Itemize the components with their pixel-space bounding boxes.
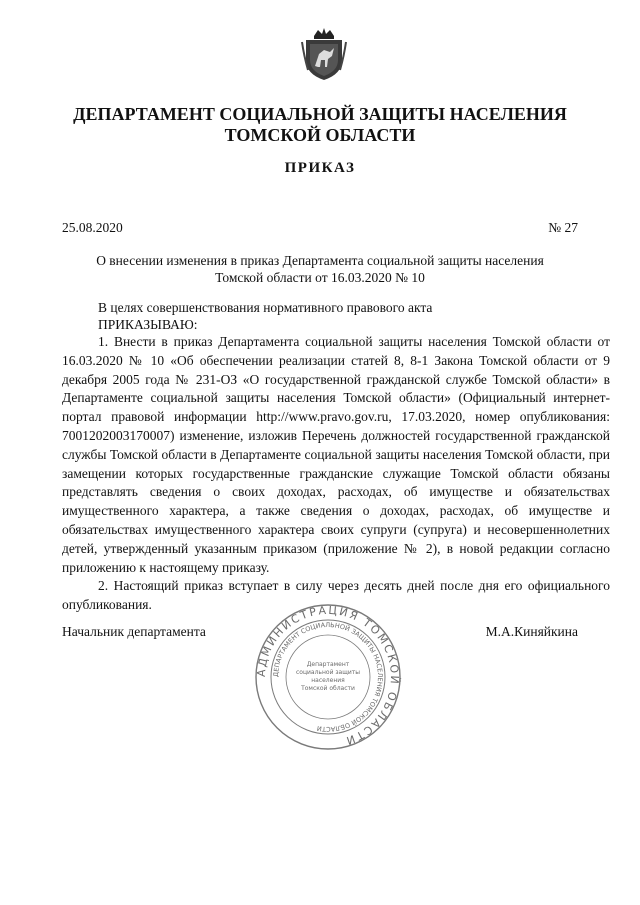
- subject-line1: О внесении изменения в приказ Департамента социальной защиты населения: [96, 253, 544, 268]
- coat-of-arms-icon: [300, 26, 348, 82]
- stamp-outer-text: АДМИНИСТРАЦИЯ ТОМСКОЙ ОБЛАСТИ: [254, 603, 402, 748]
- order-body: [62, 333, 610, 615]
- stamp-inner-text: ДЕПАРТАМЕНТ СОЦИАЛЬНОЙ ЗАЩИТЫ НАСЕЛЕНИЯ ТОМСКОЙ ОБЛАСТИ: [271, 620, 385, 734]
- subject-line2: Томской области от 16.03.2020 № 10: [215, 270, 425, 285]
- official-stamp-seal: [253, 602, 403, 752]
- document-title: ПРИКАЗ: [284, 160, 356, 176]
- org-name-line2: ТОМСКОЙ ОБЛАСТИ: [224, 125, 416, 145]
- stamp-center-line3: населения: [311, 677, 345, 684]
- document-number: № 27: [548, 220, 578, 235]
- stamp-center-line2: социальной защиты: [295, 669, 361, 676]
- stamp-center-line4: Томской области: [301, 685, 355, 692]
- org-name-line1: ДЕПАРТАМЕНТ СОЦИАЛЬНОЙ ЗАЩИТЫ НАСЕЛЕНИЯ: [73, 104, 567, 124]
- signatory-name: М.А.Киняйкина: [485, 624, 578, 639]
- document-date: 25.08.2020: [62, 220, 123, 235]
- signatory-position: Начальник департамента: [62, 624, 206, 639]
- order-keyword: ПРИКАЗЫВАЮ:: [98, 317, 198, 332]
- order-item-1: 1. Внести в приказ Департамента социальной защиты населения Томской области от 16.03.2020 № 10 «Об обеспечении реализации статей 8, 8-1 Закона Томской области от 9 декабря 2005 года № 231-ОЗ «О государственной гражданской службе Томской области» в Департаменте социальной защиты населения Томской области» (Официальный интернет-портал правовой информации http://www.pravo.gov.ru, 17.03.2020, номер опубликования: 7001202003170007) изменение, изложив Перечень должностей государственной гражданской службы Томской области в Департаменте социальной защиты населения Томской области, при замещении которых государственные гражданские служащие Томской области обязаны представлять сведения о своих доходах, расходах, об имуществе и обязательствах имущественного характера, а также сведения о доходах, расходах, об имуществе и обязательствах имущественного характера своих супруги (супруга) и несовершеннолетних детей, утвержденный указанным приказом (приложение № 2), в новой редакции согласно приложению к настоящему приказу.: [62, 334, 610, 575]
- preamble: В целях совершенствования нормативного правового акта: [98, 300, 433, 315]
- order-item-2: 2. Настоящий приказ вступает в силу через десять дней после дня его официального опубликования.: [62, 578, 610, 613]
- stamp-center-line1: Департамент: [306, 661, 350, 668]
